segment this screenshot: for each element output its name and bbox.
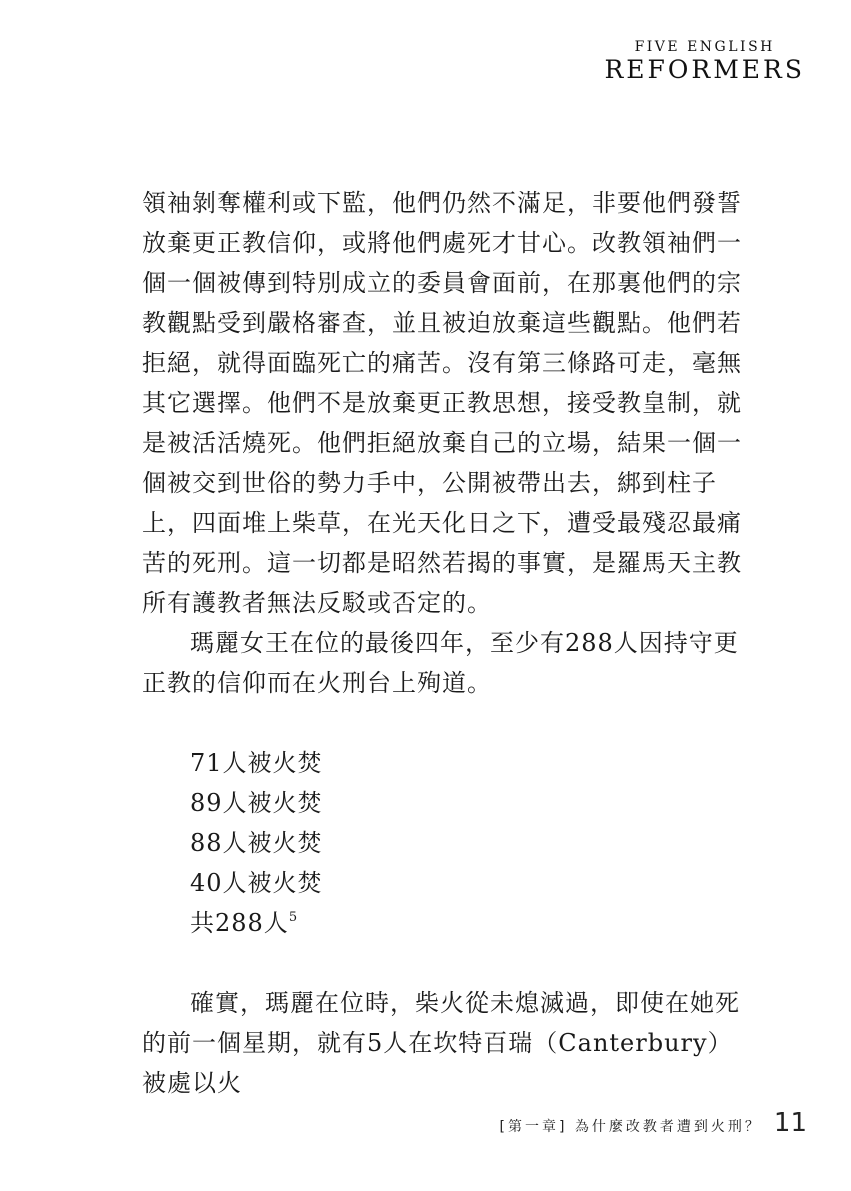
paragraph-2: 瑪麗女王在位的最後四年，至少有288人因持守更正教的信仰而在火刑台上殉道。 — [142, 629, 739, 697]
list-item: 89人被火焚 — [190, 789, 323, 817]
series-title-line2: REFORMERS — [604, 55, 805, 84]
list-total — [190, 903, 742, 943]
body-text — [142, 183, 742, 1103]
spacer — [142, 943, 742, 983]
page-footer — [500, 1108, 807, 1138]
footnote-ref: 5 — [288, 910, 299, 925]
list-item: 40人被火焚 — [190, 869, 323, 897]
martyr-list — [142, 743, 742, 943]
page-number: 11 — [773, 1108, 807, 1138]
paragraph-1: 領袖剝奪權利或下監，他們仍然不滿足，非要他們發誓放棄更正教信仰，或將他們處死才甘心。改教領袖們一個一個被傳到特別成立的委員會面前，在那裏他們的宗教觀點受到嚴格審查，並且被迫放棄這些觀點。他們若拒絕，就得面臨死亡的痛苦。沒有第三條路可走，毫無其它選擇。他們不是放棄更正教思想，接受教皇制，就是被活活燒死。他們拒絕放棄自己的立場，結果一個一個被交到世俗的勢力手中，公開被帶出去，綁到柱子上，四面堆上柴草，在光天化日之下，遭受最殘忍最痛苦的死刑。這一切都是昭然若揭的事實，是羅馬天主教所有護教者無法反駁或否定的。 — [142, 189, 742, 617]
list-item: 71人被火焚 — [190, 749, 323, 777]
list-item: 88人被火焚 — [190, 829, 323, 857]
paragraph-3: 確實，瑪麗在位時，柴火從未熄滅過，即使在她死的前一個星期，就有5人在坎特百瑞（Canterbury）被處以火 — [142, 989, 740, 1097]
series-title-line1: FIVE ENGLISH — [634, 39, 775, 55]
chapter-title: [第一章] 為什麼改教者遭到火刑？ — [499, 1119, 762, 1135]
series-header — [604, 38, 805, 84]
total-text: 共288人 — [190, 909, 289, 937]
